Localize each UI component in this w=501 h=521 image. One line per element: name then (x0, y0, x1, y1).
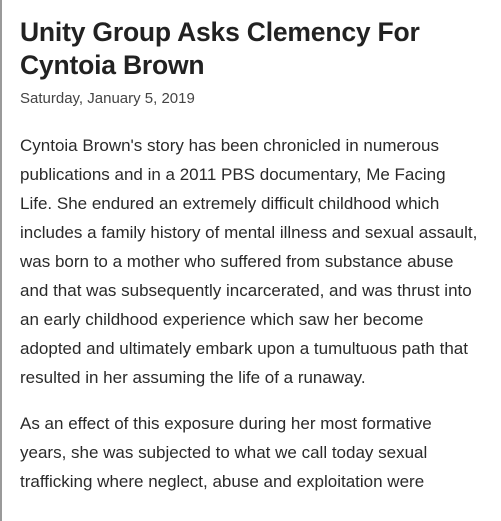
article-date: Saturday, January 5, 2019 (20, 90, 195, 107)
article-paragraph-2: As an effect of this exposure during her most formative years, she was subjected to what we call today sexual trafficking where neglect, abuse and exploitation were (20, 414, 432, 491)
left-border (0, 0, 2, 521)
article (20, 16, 480, 496)
article-title: Unity Group Asks Clemency For Cyntoia Brown (20, 17, 420, 80)
article-paragraph-1: Cyntoia Brown's story has been chronicled in numerous publications and in a 2011 PBS documentary, Me Facing Life. She endured an extremely difficult childhood which includes a family history of mental illness and sexual assault, was born to a mother who suffered from substance abuse and that was subsequently incarcerated, and was thrust into an early childhood experience which saw her become adopted and ultimately embark upon a tumultuous path that resulted in her assuming the life of a runaway. (20, 136, 478, 387)
